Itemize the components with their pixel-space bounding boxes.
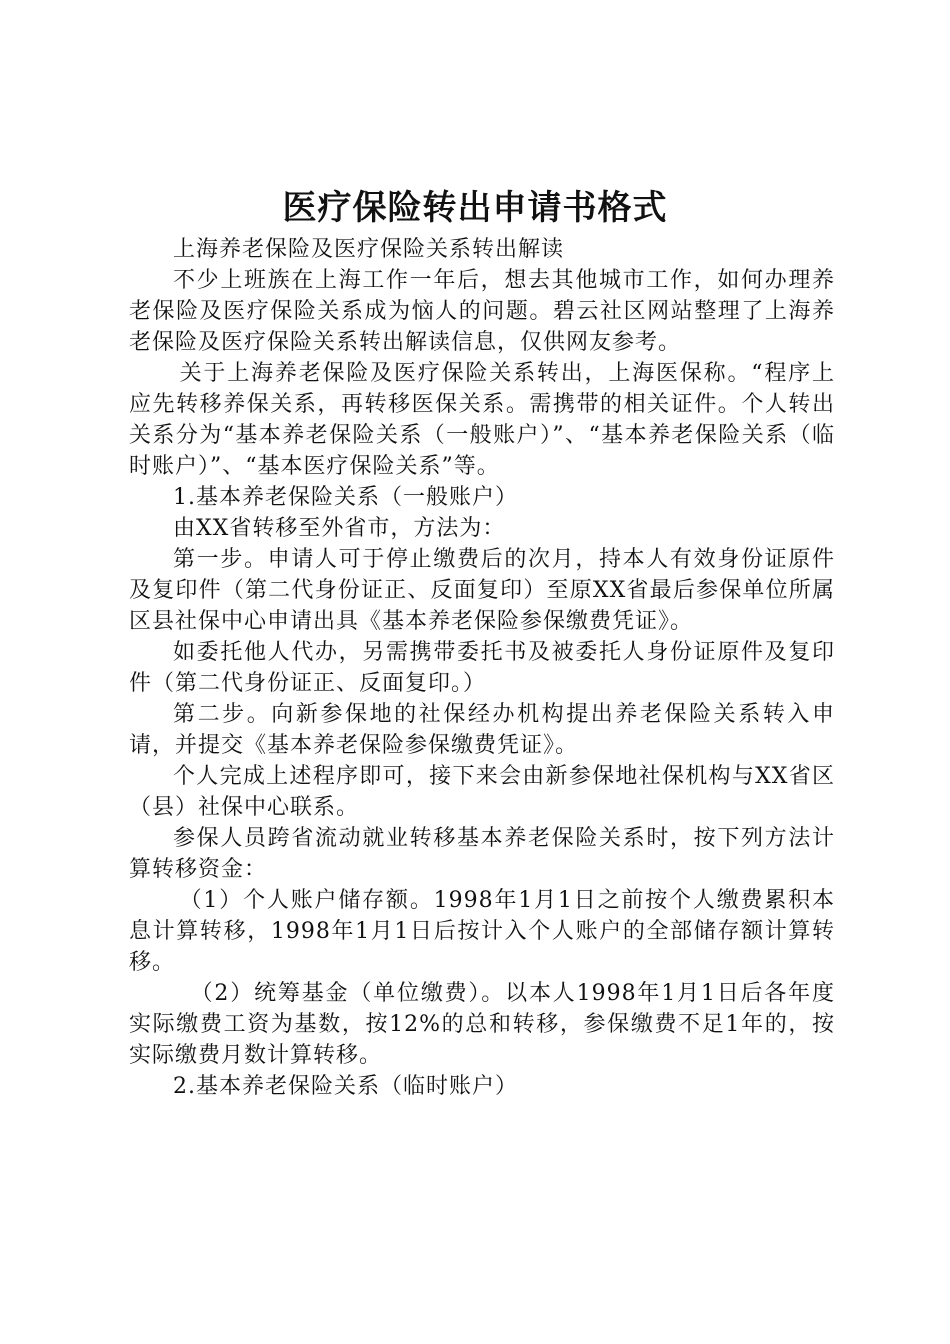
paragraph-completion: 个人完成上述程序即可，接下来会由新参保地社保机构与XX省区（县）社保中心联系。 [129,764,835,820]
paragraph-proxy: 如委托他人代办，另需携带委托书及被委托人身份证原件及复印件（第二代身份证正、反面复印。） [129,640,835,696]
paragraph-procedure: 关于上海养老保险及医疗保险关系转出，上海医保称。“程序上应先转移养保关系，再转移医保关系。需携带的相关证件。个人转出关系分为“基本养老保险关系（一般账户）”、“基本养老保险关系（临时账户）”、“基本医疗保险关系”等。 [129,361,835,479]
section-heading-temporary-account: 2.基本养老保险关系（临时账户） [173,1074,518,1099]
paragraph-subtitle: 上海养老保险及医疗保险关系转出解读 [173,237,565,262]
paragraph-step-two: 第二步。向新参保地的社保经办机构提出养老保险关系转入申请，并提交《基本养老保险参保缴费凭证》。 [129,702,835,758]
paragraph-pooled-fund: （2）统筹基金（单位缴费）。以本人1998年1月1日后各年度实际缴费工资为基数，按12%的总和转移，参保缴费不足1年的，按实际缴费月数计算转移。 [129,981,835,1068]
paragraph-calculation: 参保人员跨省流动就业转移基本养老保险关系时，按下列方法计算转移资金： [129,826,835,882]
paragraph-intro: 不少上班族在上海工作一年后，想去其他城市工作，如何办理养老保险及医疗保险关系成为恼人的问题。碧云社区网站整理了上海养老保险及医疗保险关系转出解读信息，仅供网友参考。 [129,268,835,355]
section-heading-general-account: 1.基本养老保险关系（一般账户） [173,485,518,510]
document-title: 医疗保险转出申请书格式 [282,188,668,228]
paragraph-personal-account: （1）个人账户储存额。1998年1月1日之前按个人缴费累积本息计算转移，1998年1月1日后按计入个人账户的全部储存额计算转移。 [129,888,835,975]
paragraph-method: 由XX省转移至外省市，方法为： [173,516,506,541]
paragraph-step-one: 第一步。申请人可于停止缴费后的次月，持本人有效身份证原件及复印件（第二代身份证正、反面复印）至原XX省最后参保单位所属区县社保中心申请出具《基本养老保险参保缴费凭证》。 [129,547,835,634]
document-body [129,234,835,1102]
